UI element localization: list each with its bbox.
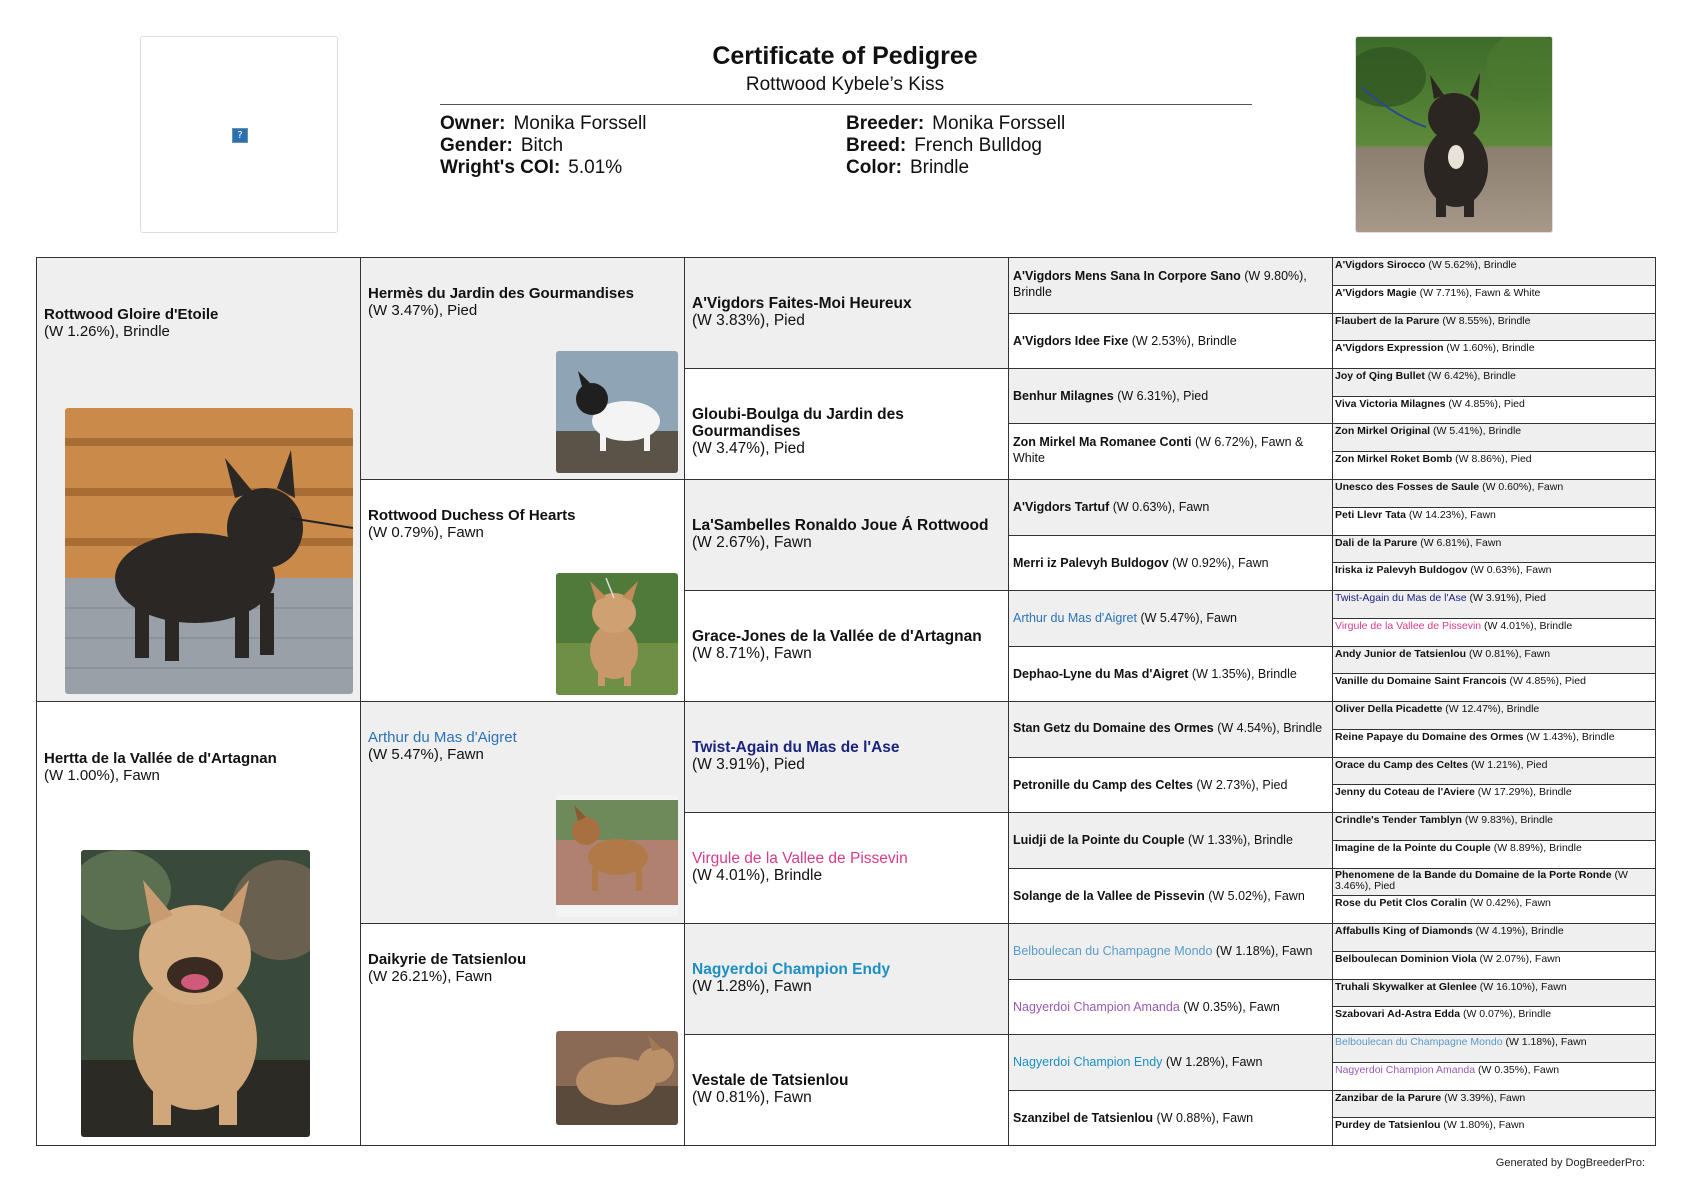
gender-row	[440, 135, 647, 157]
gen3-name: Vestale de Tatsienlou	[692, 1072, 849, 1089]
gen5-cell	[1332, 812, 1656, 841]
gen5-name: Peti Llevr Tata	[1335, 509, 1406, 521]
dam-name: Hertta de la Vallée de d'Artagnan	[44, 750, 277, 767]
gen5-detail: (W 9.83%), Brindle	[1461, 814, 1553, 826]
gen5-text	[1335, 1036, 1653, 1048]
gen5-detail: (W 8.89%), Brindle	[1490, 842, 1582, 854]
gen5-name: Viva Victoria Milagnes	[1335, 398, 1446, 410]
breed-label: Breed:	[846, 135, 907, 156]
gen5-cell	[1332, 1006, 1656, 1035]
gen5-detail: (W 3.39%), Fawn	[1441, 1092, 1526, 1104]
gen2-text	[368, 746, 484, 763]
gen4-detail: (W 1.18%), Fawn	[1212, 944, 1313, 958]
gen2-detail: (W 26.21%), Fawn	[368, 968, 493, 985]
gen3-detail: (W 3.47%), Pied	[692, 440, 805, 457]
gen5-name: Unesco des Fosses de Saule	[1335, 481, 1480, 493]
gen4-text	[1013, 943, 1326, 959]
gen3-detail: (W 3.91%), Pied	[692, 756, 805, 773]
gen3-text	[692, 961, 1002, 995]
sire-detail: (W 1.26%), Brindle	[44, 323, 170, 340]
gen4-name: A'Vigdors Mens Sana In Corpore Sano	[1013, 269, 1241, 283]
gen4-detail: (W 5.02%), Fawn	[1204, 889, 1305, 903]
gen5-text	[1335, 897, 1653, 909]
gen3-text	[692, 406, 1002, 457]
gen5-text	[1335, 1008, 1653, 1020]
footer-credit: Generated by DogBreederPro:	[1495, 1157, 1645, 1169]
breeder-logo-placeholder	[140, 36, 338, 233]
gen5-name: Jenny du Coteau de l'Aviere	[1335, 786, 1475, 798]
gen4-cell	[1008, 923, 1333, 980]
gen3-name: Gloubi-Boulga du Jardin des Gourmandises	[692, 406, 904, 440]
gen4-text	[1013, 555, 1326, 571]
gen5-name: Zon Mirkel Original	[1335, 425, 1431, 437]
gen4-detail: (W 0.35%), Fawn	[1179, 1000, 1280, 1014]
gen5-cell	[1332, 729, 1656, 758]
gen4-cell	[1008, 646, 1333, 702]
gen5-detail: (W 5.62%), Brindle	[1425, 259, 1517, 271]
gen2-detail: (W 5.47%), Fawn	[368, 746, 484, 763]
gen2-photo	[556, 1031, 678, 1125]
gen5-detail: (W 0.35%), Fawn	[1475, 1064, 1560, 1076]
gen5-text	[1335, 759, 1653, 771]
gen4-text	[1013, 610, 1326, 626]
gen3-name: La'Sambelles Ronaldo Joue Á Rottwood	[692, 517, 989, 534]
owner-value: Monika Forssell	[513, 113, 647, 134]
gen5-text	[1335, 425, 1653, 437]
gen3-cell	[684, 479, 1009, 591]
gen5-cell	[1332, 784, 1656, 813]
gen3-text	[692, 739, 1002, 773]
gen5-text	[1335, 453, 1653, 465]
gen5-text	[1335, 620, 1653, 632]
gen5-name: Crindle's Tender Tamblyn	[1335, 814, 1462, 826]
gen5-cell	[1332, 618, 1656, 647]
gen3-detail: (W 0.81%), Fawn	[692, 1089, 812, 1106]
gen5-text	[1335, 703, 1653, 715]
gen4-name: Luidji de la Pointe du Couple	[1013, 833, 1185, 847]
gen5-cell	[1332, 757, 1656, 785]
gen5-cell	[1332, 423, 1656, 452]
gen4-cell	[1008, 368, 1333, 424]
gen5-cell	[1332, 1062, 1656, 1091]
gen5-detail: (W 17.29%), Brindle	[1474, 786, 1572, 798]
gen4-cell	[1008, 701, 1333, 758]
gen3-cell	[684, 923, 1009, 1035]
info-right	[846, 113, 1065, 179]
gen4-text	[1013, 666, 1326, 682]
gen2-cell	[360, 701, 685, 924]
gen4-detail: (W 6.72%), Fawn & White	[1013, 435, 1304, 465]
gen5-detail: (W 7.71%), Fawn & White	[1416, 287, 1541, 299]
gen4-detail: (W 2.53%), Brindle	[1128, 334, 1237, 348]
gen3-cell	[684, 1034, 1009, 1146]
gen4-text	[1013, 1110, 1326, 1126]
gen5-text	[1335, 731, 1653, 743]
gen5-cell	[1332, 257, 1656, 286]
dog-photo	[1355, 36, 1553, 233]
gen3-cell	[684, 812, 1009, 924]
gen2-name: Daikyrie de Tatsienlou	[368, 951, 527, 968]
gen3-detail: (W 8.71%), Fawn	[692, 645, 812, 662]
gen4-detail: (W 5.47%), Fawn	[1136, 611, 1237, 625]
gen4-text	[1013, 777, 1326, 793]
gen4-name: Nagyerdoi Champion Endy	[1013, 1055, 1163, 1069]
gen5-text	[1335, 1119, 1653, 1131]
gen3-detail: (W 2.67%), Fawn	[692, 534, 812, 551]
coi-label: Wright's COI:	[440, 157, 561, 178]
gen4-cell	[1008, 590, 1333, 647]
gen5-text	[1335, 1092, 1653, 1104]
gen5-name: Joy of Qing Bullet	[1335, 370, 1425, 382]
gen3-name: Grace-Jones de la Vallée de d'Artagnan	[692, 628, 982, 645]
gen5-text	[1335, 398, 1653, 410]
gen5-cell	[1332, 507, 1656, 536]
gen5-cell	[1332, 646, 1656, 674]
gen5-name: Imagine de la Pointe du Couple	[1335, 842, 1491, 854]
gen4-cell	[1008, 313, 1333, 369]
gen3-text	[692, 295, 1002, 329]
sire-name: Rottwood Gloire d'Etoile	[44, 306, 219, 323]
dam-photo	[81, 850, 310, 1137]
gen2-photo	[556, 795, 678, 917]
gen2-name: Arthur du Mas d'Aigret	[368, 729, 517, 746]
gen5-cell	[1332, 451, 1656, 480]
header-divider	[440, 104, 1252, 105]
gender-label: Gender:	[440, 135, 513, 156]
gen4-text	[1013, 388, 1326, 404]
gen5-text	[1335, 537, 1653, 549]
coi-value: 5.01%	[568, 157, 623, 178]
gen5-name: Reine Papaye du Domaine des Ormes	[1335, 731, 1524, 743]
gen5-name: Andy Junior de Tatsienlou	[1335, 648, 1467, 660]
gen3-text	[692, 628, 1002, 662]
breeder-row	[846, 113, 1065, 135]
breeder-label: Breeder:	[846, 113, 925, 134]
gen4-name: Stan Getz du Domaine des Ormes	[1013, 721, 1214, 735]
gen4-text	[1013, 832, 1326, 848]
gen5-text	[1335, 370, 1653, 382]
gen2-cell	[360, 257, 685, 480]
gen2-text	[368, 507, 576, 541]
gen4-cell	[1008, 757, 1333, 813]
gen5-cell	[1332, 673, 1656, 702]
gen5-name: Flaubert de la Parure	[1335, 315, 1440, 327]
gen5-name: Purdey de Tatsienlou	[1335, 1119, 1441, 1131]
gen4-cell	[1008, 868, 1333, 924]
gen2-cell	[360, 479, 685, 702]
gen4-name: Belboulecan du Champagne Mondo	[1013, 944, 1213, 958]
gen4-cell	[1008, 979, 1333, 1035]
gen4-detail: (W 0.92%), Fawn	[1168, 556, 1269, 570]
gen3-name: Nagyerdoi Champion Endy	[692, 961, 891, 978]
gen5-detail: (W 4.85%), Pied	[1445, 398, 1525, 410]
gen4-cell	[1008, 257, 1333, 314]
gen5-name: A'Vigdors Sirocco	[1335, 259, 1426, 271]
gen3-cell	[684, 368, 1009, 480]
gen5-cell	[1332, 479, 1656, 508]
gen5-text	[1335, 509, 1653, 521]
gen5-detail: (W 3.46%), Pied	[1335, 869, 1628, 892]
gen5-detail: (W 0.42%), Fawn	[1466, 897, 1551, 909]
gen4-text	[1013, 1054, 1326, 1070]
gender-value: Bitch	[520, 135, 564, 156]
gen5-text	[1335, 786, 1653, 798]
gen5-detail: (W 14.23%), Fawn	[1406, 509, 1496, 521]
breed-value: French Bulldog	[914, 135, 1042, 156]
gen5-cell	[1332, 1090, 1656, 1118]
gen5-name: Iriska iz Palevyh Buldogov	[1335, 564, 1468, 576]
gen4-detail: (W 0.88%), Fawn	[1153, 1111, 1254, 1125]
gen3-detail: (W 4.01%), Brindle	[692, 867, 823, 884]
gen5-cell	[1332, 562, 1656, 591]
breed-row	[846, 135, 1065, 157]
missing-image-icon: ?	[232, 128, 248, 143]
gen5-name: Zanzibar de la Parure	[1335, 1092, 1442, 1104]
gen4-text	[1013, 333, 1326, 349]
gen4-detail: (W 2.73%), Pied	[1192, 778, 1288, 792]
gen5-cell	[1332, 951, 1656, 980]
gen5-cell	[1332, 535, 1656, 563]
sire-photo	[65, 408, 353, 694]
gen5-name: Vanille du Domaine Saint Francois	[1335, 675, 1507, 687]
gen3-name: A'Vigdors Faites-Moi Heureux	[692, 295, 912, 312]
gen5-detail: (W 5.41%), Brindle	[1430, 425, 1522, 437]
color-label: Color:	[846, 157, 902, 178]
gen3-name: Virgule de la Vallee de Pissevin	[692, 850, 908, 867]
sire-cell	[36, 257, 361, 702]
gen4-text	[1013, 999, 1326, 1015]
gen2-text	[368, 729, 517, 746]
gen5-cell	[1332, 979, 1656, 1007]
gen5-cell	[1332, 368, 1656, 397]
gen5-detail: (W 1.43%), Brindle	[1523, 731, 1615, 743]
gen4-detail: (W 1.33%), Brindle	[1184, 833, 1293, 847]
gen4-name: Petronille du Camp des Celtes	[1013, 778, 1193, 792]
gen4-detail: (W 1.28%), Fawn	[1162, 1055, 1263, 1069]
gen4-text	[1013, 720, 1326, 736]
gen5-cell	[1332, 840, 1656, 869]
gen2-photo	[556, 351, 678, 473]
gen4-text	[1013, 268, 1326, 300]
gen5-detail: (W 3.91%), Pied	[1466, 592, 1546, 604]
gen4-detail: (W 0.63%), Fawn	[1109, 500, 1210, 514]
gen5-cell	[1332, 313, 1656, 341]
gen4-cell	[1008, 423, 1333, 480]
gen5-name: Twist-Again du Mas de l'Ase	[1335, 592, 1467, 604]
dam-cell	[36, 701, 361, 1146]
gen4-cell	[1008, 535, 1333, 591]
gen5-detail: (W 1.21%), Pied	[1468, 759, 1548, 771]
gen5-name: Rose du Petit Clos Coralin	[1335, 897, 1467, 909]
gen3-cell	[684, 257, 1009, 369]
breeder-value: Monika Forssell	[932, 113, 1066, 134]
gen4-name: Nagyerdoi Champion Amanda	[1013, 1000, 1180, 1014]
gen2-name: Hermès du Jardin des Gourmandises	[368, 285, 634, 302]
pedigree-grid	[36, 257, 1656, 1146]
info-left	[440, 113, 647, 179]
gen5-name: Belboulecan du Champagne Mondo	[1335, 1036, 1503, 1048]
gen4-detail: (W 4.54%), Brindle	[1213, 721, 1323, 735]
gen5-name: Szabovari Ad-Astra Edda	[1335, 1008, 1461, 1020]
gen5-cell	[1332, 285, 1656, 314]
gen5-detail: (W 6.81%), Fawn	[1417, 537, 1502, 549]
gen5-text	[1335, 315, 1653, 327]
gen3-text	[692, 517, 1002, 551]
certificate-title: Certificate of Pedigree	[712, 42, 978, 70]
gen5-detail: (W 0.63%), Fawn	[1467, 564, 1552, 576]
gen5-name: Nagyerdoi Champion Amanda	[1335, 1064, 1476, 1076]
gen2-cell	[360, 923, 685, 1146]
gen4-detail: (W 9.80%), Brindle	[1013, 269, 1307, 299]
gen5-name: Zon Mirkel Roket Bomb	[1335, 453, 1453, 465]
gen4-name: Zon Mirkel Ma Romanee Conti	[1013, 435, 1192, 449]
gen4-name: Solange de la Vallee de Pissevin	[1013, 889, 1205, 903]
gen4-detail: (W 1.35%), Brindle	[1188, 667, 1297, 681]
gen5-cell	[1332, 923, 1656, 952]
gen4-detail: (W 6.31%), Pied	[1113, 389, 1209, 403]
gen5-text	[1335, 870, 1653, 892]
gen2-detail: (W 3.47%), Pied	[368, 302, 478, 319]
color-value: Brindle	[909, 157, 970, 178]
gen5-text	[1335, 842, 1653, 854]
gen5-text	[1335, 342, 1653, 354]
gen5-text	[1335, 953, 1653, 965]
gen4-text	[1013, 434, 1326, 466]
dog-name: Rottwood Kybele’s Kiss	[745, 74, 945, 95]
color-row	[846, 157, 1065, 179]
gen4-name: Benhur Milagnes	[1013, 389, 1114, 403]
gen5-detail: (W 2.07%), Fawn	[1476, 953, 1561, 965]
gen5-detail: (W 1.18%), Fawn	[1502, 1036, 1587, 1048]
gen5-text	[1335, 675, 1653, 687]
gen5-detail: (W 4.01%), Brindle	[1481, 620, 1573, 632]
gen2-text	[368, 285, 634, 319]
gen3-cell	[684, 590, 1009, 702]
gen5-detail: (W 4.85%), Pied	[1506, 675, 1586, 687]
gen5-text	[1335, 287, 1653, 299]
gen5-detail: (W 1.80%), Fawn	[1440, 1119, 1525, 1131]
gen5-text	[1335, 481, 1653, 493]
gen4-cell	[1008, 1090, 1333, 1146]
gen3-detail: (W 3.83%), Pied	[692, 312, 805, 329]
gen5-detail: (W 16.10%), Fawn	[1476, 981, 1567, 993]
gen5-name: Phenomene de la Bande du Domaine de la Porte Ronde	[1335, 869, 1612, 881]
gen5-cell	[1332, 340, 1656, 369]
gen4-name: Arthur du Mas d'Aigret	[1013, 611, 1137, 625]
gen5-text	[1335, 592, 1653, 604]
gen5-text	[1335, 1064, 1653, 1076]
gen5-cell	[1332, 701, 1656, 730]
dam-text	[44, 750, 277, 784]
gen2-text	[368, 951, 526, 985]
gen5-text	[1335, 925, 1653, 937]
gen5-detail: (W 0.81%), Fawn	[1466, 648, 1551, 660]
gen5-name: Affabulls King of Diamonds	[1335, 925, 1473, 937]
gen4-text	[1013, 499, 1326, 515]
gen5-text	[1335, 648, 1653, 660]
gen3-name: Twist-Again du Mas de l'Ase	[692, 739, 900, 756]
gen5-text	[1335, 814, 1653, 826]
owner-row	[440, 113, 647, 135]
gen5-cell	[1332, 396, 1656, 424]
gen5-text	[1335, 564, 1653, 576]
gen5-detail: (W 0.60%), Fawn	[1479, 481, 1564, 493]
gen5-name: Orace du Camp des Celtes	[1335, 759, 1469, 771]
gen5-detail: (W 12.47%), Brindle	[1442, 703, 1540, 715]
gen4-name: Szanzibel de Tatsienlou	[1013, 1111, 1154, 1125]
gen5-cell	[1332, 590, 1656, 619]
gen3-cell	[684, 701, 1009, 813]
gen5-cell	[1332, 1117, 1656, 1146]
gen4-cell	[1008, 1034, 1333, 1091]
owner-label: Owner:	[440, 113, 506, 134]
gen5-name: A'Vigdors Magie	[1335, 287, 1417, 299]
gen5-name: Belboulecan Dominion Viola	[1335, 953, 1477, 965]
gen5-name: Dali de la Parure	[1335, 537, 1418, 549]
gen5-cell	[1332, 1034, 1656, 1063]
gen5-cell	[1332, 895, 1656, 924]
gen5-detail: (W 4.19%), Brindle	[1472, 925, 1564, 937]
gen4-cell	[1008, 812, 1333, 869]
gen5-detail: (W 6.42%), Brindle	[1424, 370, 1516, 382]
gen5-name: Oliver Della Picadette	[1335, 703, 1443, 715]
gen5-detail: (W 8.86%), Pied	[1452, 453, 1532, 465]
gen5-name: A'Vigdors Expression	[1335, 342, 1444, 354]
gen5-name: Virgule de la Vallee de Pissevin	[1335, 620, 1482, 632]
gen4-name: A'Vigdors Tartuf	[1013, 500, 1110, 514]
gen4-text	[1013, 888, 1326, 904]
gen5-text	[1335, 259, 1653, 271]
gen5-detail: (W 8.55%), Brindle	[1439, 315, 1531, 327]
coi-row	[440, 157, 647, 179]
gen5-detail: (W 1.60%), Brindle	[1443, 342, 1535, 354]
gen2-photo	[556, 573, 678, 695]
gen4-name: Merri iz Palevyh Buldogov	[1013, 556, 1169, 570]
gen2-name: Rottwood Duchess Of Hearts	[368, 507, 576, 524]
gen3-text	[692, 850, 1002, 884]
gen4-cell	[1008, 479, 1333, 536]
gen4-name: A'Vigdors Idee Fixe	[1013, 334, 1129, 348]
gen2-detail: (W 0.79%), Fawn	[368, 524, 484, 541]
gen5-text	[1335, 981, 1653, 993]
gen3-detail: (W 1.28%), Fawn	[692, 978, 812, 995]
gen5-cell	[1332, 868, 1656, 896]
sire-text	[44, 306, 218, 340]
gen5-name: Truhali Skywalker at Glenlee	[1335, 981, 1477, 993]
gen4-name: Dephao-Lyne du Mas d'Aigret	[1013, 667, 1189, 681]
dam-detail: (W 1.00%), Fawn	[44, 767, 160, 784]
gen3-text	[692, 1072, 1002, 1106]
gen5-detail: (W 0.07%), Brindle	[1460, 1008, 1552, 1020]
